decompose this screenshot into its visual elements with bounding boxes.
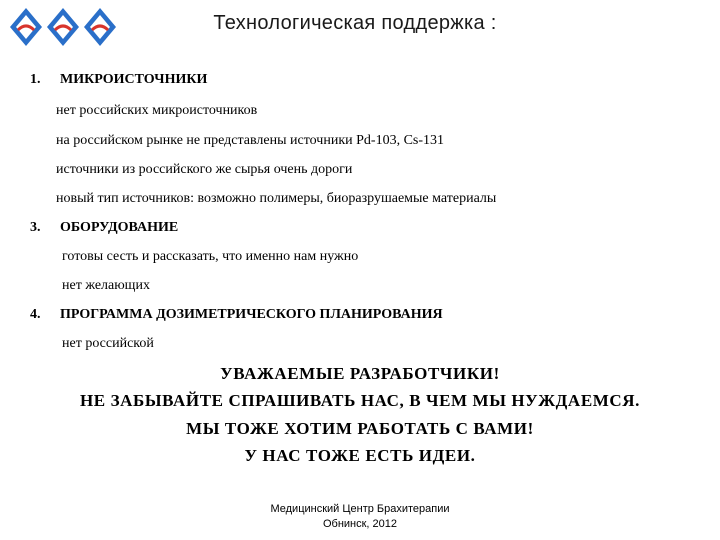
footer-city-year: Обнинск, 2012 <box>322 518 398 530</box>
footer <box>0 502 720 532</box>
section-title: ОБОРУДОВАНИЕ <box>60 220 179 235</box>
list-item: готовы сесть и рассказать, что именно нам нужно <box>62 249 359 264</box>
appeal-line: УВАЖАЕМЫЕ РАЗРАБОТЧИКИ! <box>220 364 500 383</box>
logo-diamond-3 <box>84 8 116 46</box>
section-heading-microsources <box>30 72 207 88</box>
list-item: на российском рынке не представлены источники Pd-103, Cs-131 <box>56 133 445 148</box>
section-title: МИКРОИСТОЧНИКИ <box>60 72 208 87</box>
page-title: Технологическая поддержка : <box>213 12 497 34</box>
section-number: 3. <box>30 220 41 235</box>
logo-diamond-1 <box>10 8 42 46</box>
appeal-line: МЫ ТОЖЕ ХОТИМ РАБОТАТЬ С ВАМИ! <box>186 419 534 438</box>
list-item: источники из российского же сырья очень дороги <box>56 162 353 177</box>
appeal-line: НЕ ЗАБЫВАЙТЕ СПРАШИВАТЬ НАС, В ЧЕМ МЫ НУЖДАЕМСЯ. <box>79 391 641 410</box>
section-number: 1. <box>30 72 41 87</box>
center-logo <box>8 6 118 48</box>
list-item: новый тип источников: возможно полимеры, биоразрушаемые материалы <box>56 191 497 206</box>
footer-organization: Медицинский Центр Брахитерапии <box>270 503 450 515</box>
section-heading-equipment <box>30 220 178 236</box>
section-heading-dosimetry <box>30 307 443 323</box>
appeal-line: У НАС ТОЖЕ ЕСТЬ ИДЕИ. <box>244 446 476 465</box>
list-item: нет российской <box>62 336 154 351</box>
list-item: нет желающих <box>62 278 150 293</box>
list-item: нет российских микроисточников <box>56 103 258 118</box>
section-title: ПРОГРАММА ДОЗИМЕТРИЧЕСКОГО ПЛАНИРОВАНИЯ <box>60 307 443 322</box>
logo-diamond-2 <box>47 8 79 46</box>
section-number: 4. <box>30 307 41 322</box>
